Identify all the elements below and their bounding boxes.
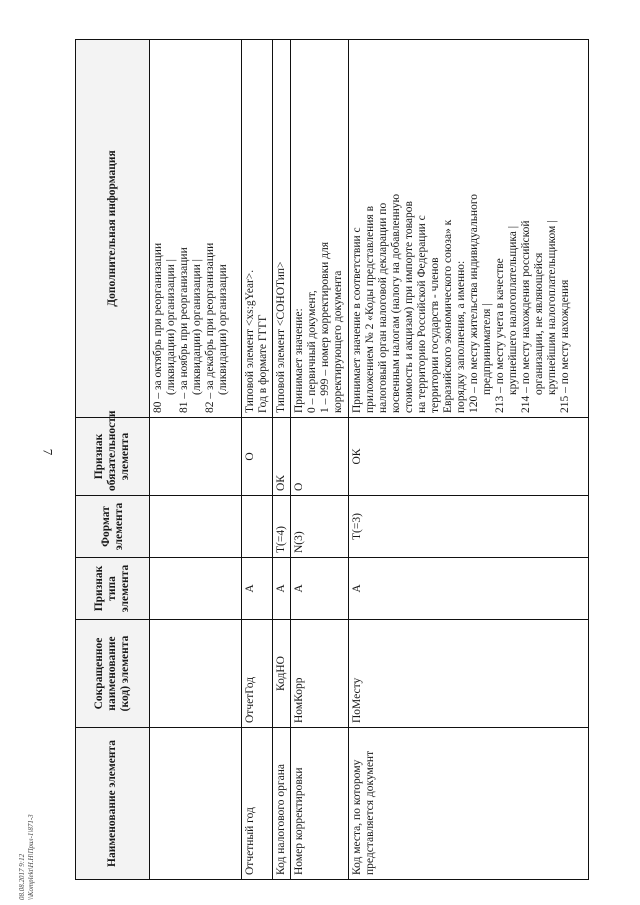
cell-name	[150, 728, 242, 880]
cell-code: НомКорр	[291, 620, 349, 728]
info-line: 1 – 999 – номер корректировки для	[319, 241, 331, 413]
header-format: Формат элемента	[76, 496, 150, 558]
info-line: крупнейшего налогоплательщика |	[507, 225, 519, 395]
info-line: приложением № 2 «Коды представления в	[364, 205, 376, 413]
info-line: Принимает значение в соответствии с	[351, 227, 363, 413]
table-row	[242, 40, 273, 880]
info-line: косвенным налогам (налогу на добавленную	[390, 193, 402, 413]
cell-name: Номер корректировки	[291, 728, 349, 880]
info-line: организации, не являющейся	[533, 252, 545, 395]
info-line: 82 – за декабрь при реорганизации	[204, 242, 216, 413]
info-line: порядку заполнения, а именно:	[455, 260, 467, 413]
table-row	[291, 40, 349, 880]
cell-code: ПоМесту	[349, 620, 589, 728]
info-line: налоговый орган налоговой декларации по	[377, 202, 389, 413]
cell-type: А	[273, 558, 291, 620]
cell-name: Код налогового органа	[273, 728, 291, 880]
info-line: (ликвидации) организации |	[165, 259, 177, 395]
info-line: 214 – по месту нахождения российской	[520, 220, 532, 413]
cell-format	[150, 496, 242, 558]
table-row	[349, 40, 589, 880]
info-line: 81 – за ноябрь при реорганизации	[178, 247, 190, 413]
info-line: крупнейшим налогоплательщиком |	[546, 220, 558, 395]
info-line: территории государств - членов	[429, 257, 441, 413]
footer-line: \\Komplekt\Н.Н\Прил-1\871-3	[27, 814, 35, 900]
cell-type	[150, 558, 242, 620]
rotated-table-wrapper	[75, 40, 571, 880]
cell-info	[273, 40, 291, 418]
info-line: стоимость и акцизам) при импорте товаров	[403, 201, 415, 413]
cell-required: ОК	[273, 418, 291, 496]
info-line: на территорию Российской Федерации с	[416, 215, 428, 413]
info-line: 120 – по месту жительства индивидуального	[468, 193, 480, 413]
cell-name: Код места, по которому представляется документ	[349, 728, 589, 880]
table-row	[150, 40, 242, 880]
info-line: 80 – за октябрь при реорганизации	[152, 242, 164, 413]
page-number: 7	[40, 448, 56, 456]
cell-required: ОК	[349, 418, 589, 496]
cell-type: А	[349, 558, 589, 620]
info-line: (ликвидации) организации |	[191, 259, 203, 395]
header-code: Сокращенное наименование (код) элемента	[76, 620, 150, 728]
cell-type: А	[242, 558, 273, 620]
cell-info	[242, 40, 273, 418]
cell-format: Т(=4)	[273, 496, 291, 558]
info-line: Типовой элемент <xs:gYear>.	[244, 269, 256, 413]
cell-required: О	[242, 418, 273, 496]
cell-required	[150, 418, 242, 496]
cell-code: ОтчетГод	[242, 620, 273, 728]
cell-name: Отчетный год	[242, 728, 273, 880]
header-required: Признак обязательности элемента	[76, 418, 150, 496]
info-line: Год в формате ГГГГ	[257, 314, 269, 413]
header-info: Дополнительная информация	[76, 40, 150, 418]
cell-format: N(3)	[291, 496, 349, 558]
cell-code: КодНО	[273, 620, 291, 728]
table-header-row	[76, 40, 150, 880]
footer-line: 08.08.2017 9:12	[18, 853, 26, 900]
cell-format: Т(=3)	[349, 496, 589, 558]
table-row	[273, 40, 291, 880]
footer-note	[18, 650, 58, 900]
info-line: Принимает значение:	[293, 308, 305, 413]
cell-type: А	[291, 558, 349, 620]
elements-table	[75, 39, 589, 880]
info-line: 0 – первичный документ,	[306, 290, 318, 413]
cell-info	[291, 40, 349, 418]
info-line: (ликвидации) организации	[217, 264, 229, 395]
info-line: Евразийского экономического союза» к	[442, 219, 454, 413]
cell-code	[150, 620, 242, 728]
header-name: Наименование элемента	[76, 728, 150, 880]
info-line: 213 – по месту учета в качестве	[494, 258, 506, 413]
info-line: корректирующего документа	[332, 270, 344, 413]
cell-format	[242, 496, 273, 558]
cell-required: О	[291, 418, 349, 496]
info-line: 215 – по месту нахождения	[559, 279, 571, 413]
cell-info	[150, 40, 242, 418]
cell-info	[349, 40, 589, 418]
info-line: предпринимателя |	[481, 303, 493, 395]
info-line: Типовой элемент <СОНОТип>	[275, 261, 287, 413]
header-type: Признак типа элемента	[76, 558, 150, 620]
